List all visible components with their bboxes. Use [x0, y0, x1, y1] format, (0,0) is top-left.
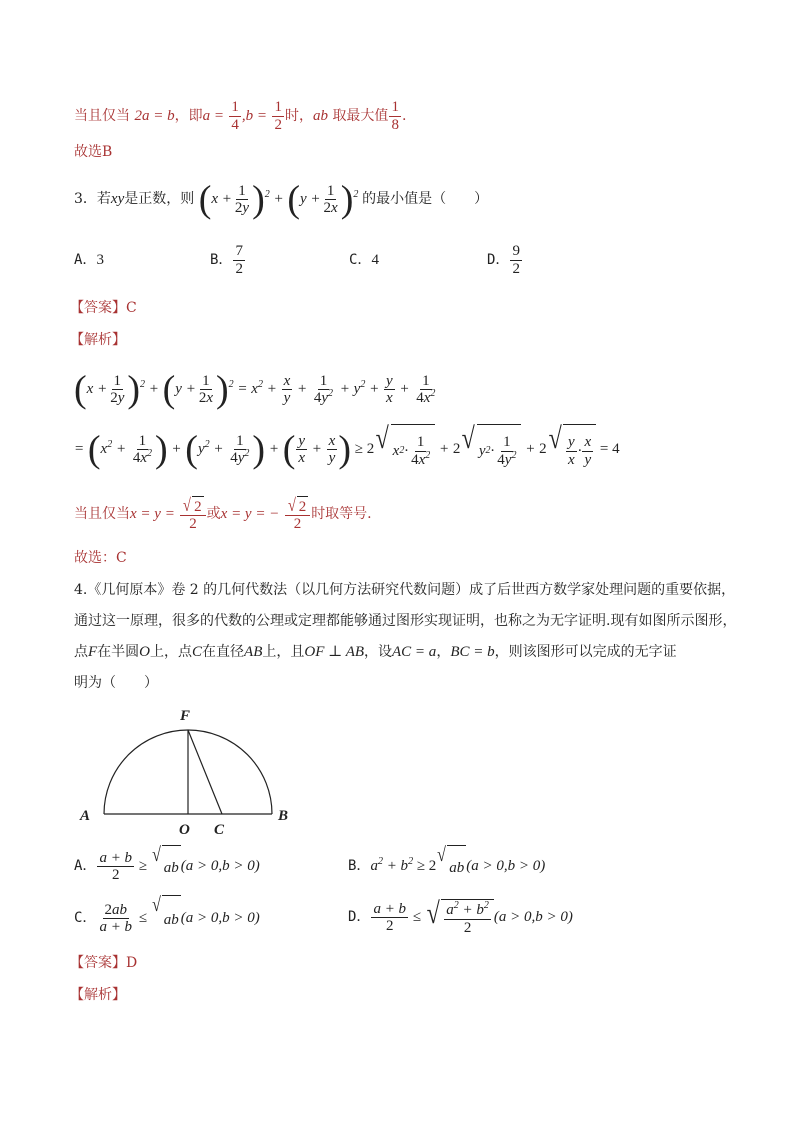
label-o: O — [179, 822, 190, 838]
segment-fc — [188, 730, 222, 814]
semicircle-figure — [74, 700, 304, 840]
q4-stem-line2: 通过这一原理，很多的代数的公理或定理都能够通过图形实现证明，也称之为无字证明.现有如图所示图形， — [74, 613, 737, 629]
q3-analysis: 【解析】 — [70, 332, 126, 348]
q4-option-d[interactable]: D． $\frac{a + b}{2}$ ≤ √ $\frac{a^2 + b^2}{2}$ (a > 0,b > 0) — [348, 897, 573, 936]
q3-derivation-line1: (x + $\frac{1}{2y}$ )$^2$ + (y + $\frac{1}{2x}$ )$^2 = x^2$ + $\frac{x}{y}$ + $\frac{1}{4y^2}$ + $y^2$ + $\frac{y}{x}$ + $\frac{1}{4x^2}$ — [74, 368, 436, 411]
q4-stem-line4: 明为（ ） — [74, 675, 158, 691]
q3-answer: 【答案】C — [70, 300, 137, 316]
frac-max: $\frac{1}{8}$ — [391, 99, 399, 133]
q4-analysis: 【解析】 — [70, 987, 126, 1003]
q4-option-a[interactable]: A． $\frac{a + b}{2}$ ≥ √ ab (a > 0,b > 0) — [74, 845, 260, 888]
q4-stem-line3: 点F在半圆O上，点C在直径AB上，且OF ⊥ AB，设AC = a，BC = b，则该图形可以完成的无字证 — [74, 644, 677, 660]
q3-stem: 3．若xy是正数，则 (x + $\frac{1}{2y}$ )$^2$ + (y + $\frac{1}{2x}$ )$^2$ 的最小值是（ ） — [74, 178, 489, 221]
label-f: F — [180, 708, 191, 724]
prev-choice: 故选B — [74, 144, 113, 160]
q3-option-c[interactable]: C．4 — [349, 252, 379, 268]
q3-option-d[interactable]: D． $\frac{9}{2}$ — [487, 243, 520, 277]
frac-b: $\frac{1}{2}$ — [274, 99, 282, 133]
label-b: B — [278, 808, 289, 824]
eq-2a-b: 2a = b — [134, 108, 175, 124]
frac-a: $\frac{1}{4}$ — [231, 99, 239, 133]
label-a: A — [80, 808, 91, 824]
q3-choice: 故选：C — [74, 550, 127, 566]
q4-answer: 【答案】D — [70, 955, 138, 971]
label-c: C — [214, 822, 225, 838]
q3-option-b[interactable]: B． $\frac{7}{2}$ — [210, 243, 243, 277]
q3-option-a[interactable]: A．3 — [74, 252, 104, 268]
q4-stem-line1: 4.《几何原本》卷 2 的几何代数法（以几何方法研究代数问题）成了后世西方数学家处理问题的重要依据， — [74, 582, 736, 598]
prev-solution-line: 当且仅当 2a = b，即a = $\frac{1}{4}$ ,b = $\frac{1}{2}$ 时，ab 取最大值 $\frac{1}{8}$ . — [74, 99, 407, 133]
q3-equality-condition: 当且仅当x = y = √ 2 2 或x = y = − √ 2 2 时取等号. — [74, 494, 372, 532]
q3-expression: (x + $\frac{1}{2y}$ )$^2$ + (y + $\frac{1}{2x}$ )$^2$ — [198, 178, 359, 221]
q3-derivation-line2: = ($x^2$ + $\frac{1}{4x^2}$ ) + ($y^2$ + $\frac{1}{4y^2}$ ) + ( $\frac{y}{x}$ + $\frac{x}{y}$ ) ≥ 2 √ x 2 · $\frac{1}{4x^2}$ + 2 √ y 2 · $\frac{1}{4y^2}$ + 2 √ $\frac{y}{x}$ · $\frac{x}{y}$ = 4 — [74, 424, 620, 475]
q4-option-b[interactable]: B．$a^2 + b^2 \ge 2$ √ ab (a > 0,b > 0) — [348, 845, 545, 888]
q4-option-c[interactable]: C． $\frac{2ab}{a + b}$ ≤ √ ab (a > 0,b > 0) — [74, 895, 260, 942]
